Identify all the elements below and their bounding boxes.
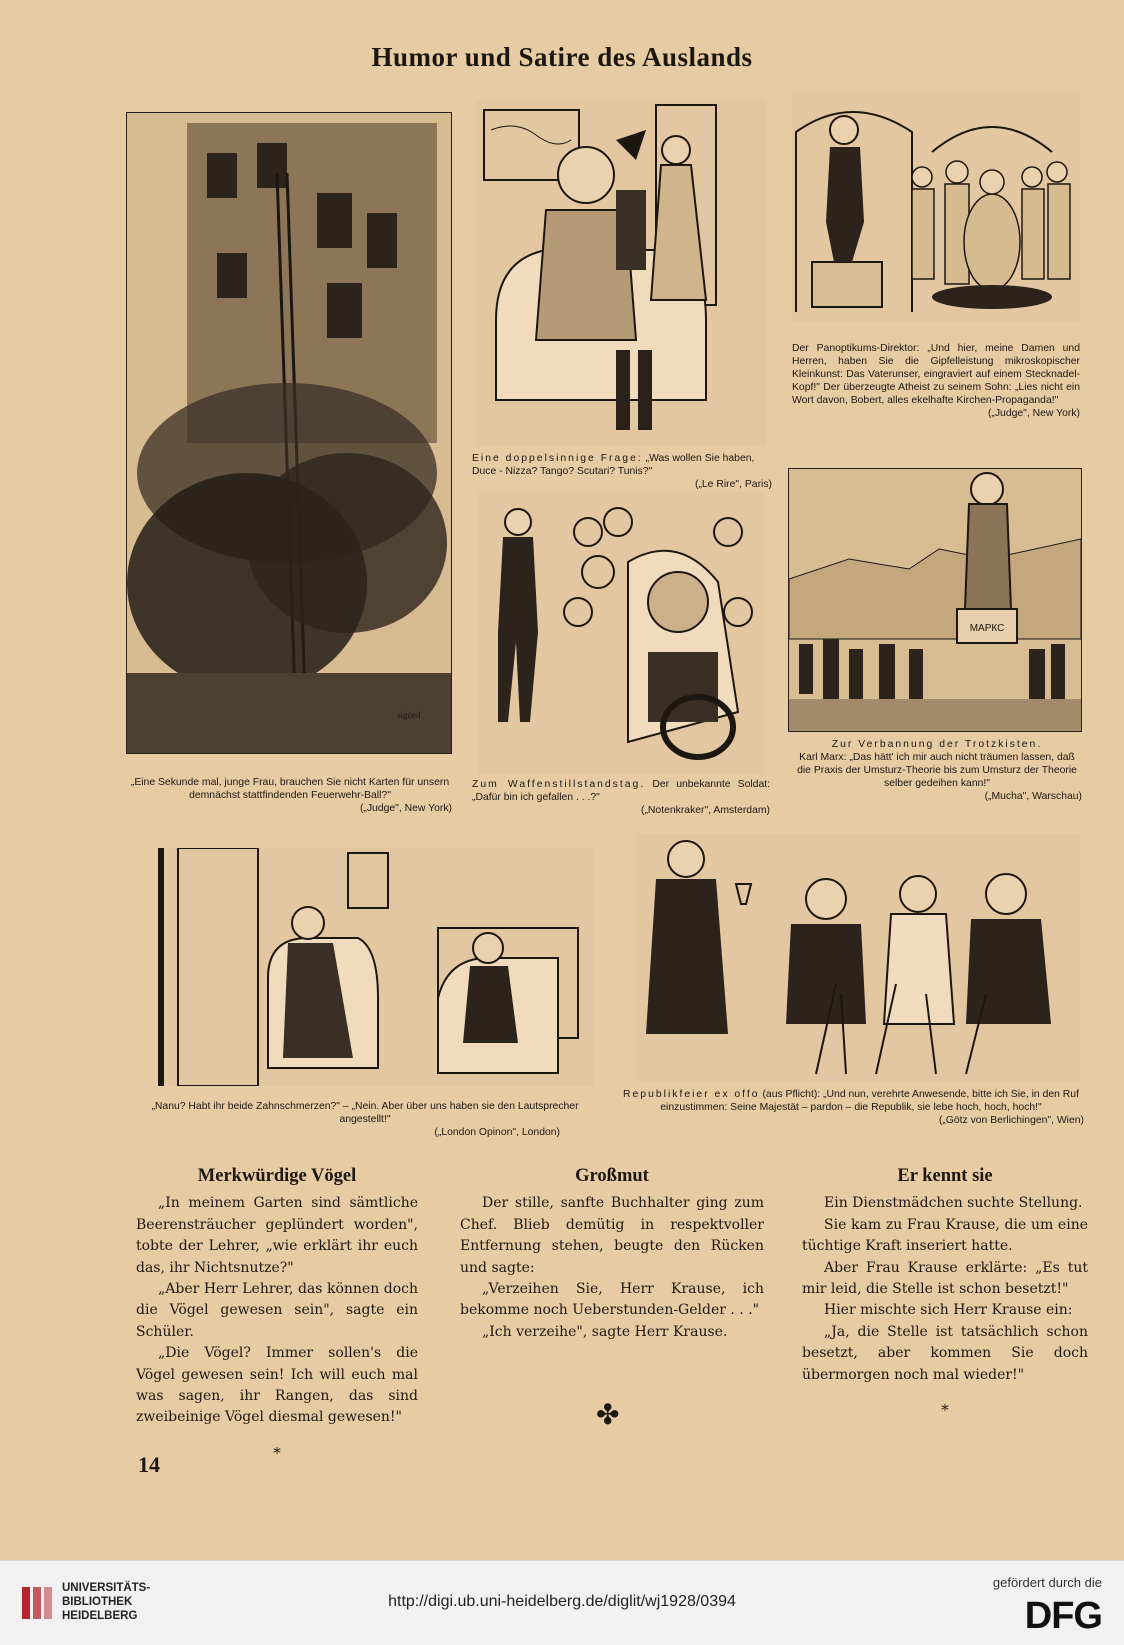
story-title: Großmut — [575, 1166, 649, 1186]
page-number: 14 — [138, 1452, 160, 1477]
story-title: Er kennt sie — [897, 1166, 993, 1186]
caption-source: („Notenkraker", Amsterdam) — [641, 805, 770, 816]
cartoon-soldier-illustration — [478, 492, 764, 774]
cartoon-duce-armchair — [476, 100, 766, 446]
cartoon-panoptikum-caption — [792, 342, 1080, 420]
library-name-line1: UNIVERSITÄTS- — [62, 1582, 151, 1594]
caption-lead: Zur Verbannung der Trotzkisten. — [831, 739, 1043, 750]
caption-text: Der unbekannte Soldat: „Dafür bin ich gefallen . . .?" — [472, 779, 770, 803]
story-merkwuerdige-voegel — [136, 1166, 418, 1464]
cartoon-marx-illustration — [789, 469, 1081, 731]
story-paragraph: „In meinem Garten sind sämtliche Beerensträucher geplündert worden", tobte der Lehrer, „wie erklärt ihr euch das, ihr Nichtsnutze?" — [136, 1195, 418, 1276]
story-paragraph: „Ich verzeihe", sagte Herr Krause. — [482, 1323, 728, 1340]
cartoon-living-room — [158, 848, 594, 1086]
story-end-mark: * — [941, 1401, 949, 1420]
svg-text:signed: signed — [397, 710, 421, 720]
story-paragraph: Aber Frau Krause erklärte: „Es tut mir leid, die Stelle ist schon besetzt!" — [802, 1259, 1088, 1298]
cartoon-fire-ladder-illustration — [127, 113, 451, 753]
caption-text: „Eine Sekunde mal, junge Frau, brauchen Sie nicht Karten für unsern demnächst stattfindenden Feuerwehr-Ball?" — [130, 777, 450, 801]
caption-lead: Zum Waffenstillstandstag. — [472, 779, 646, 790]
story-paragraph: Der stille, sanfte Buchhalter ging zum Chef. Blieb demütig in respektvoller Entfernung stehen, beugte den Rücken und sagte: — [460, 1195, 764, 1276]
cartoon-fire-ladder-caption — [128, 776, 452, 815]
story-end-mark: * — [273, 1443, 281, 1462]
caption-source: („Mucha", Warschau) — [984, 791, 1082, 802]
story-er-kennt-sie — [802, 1166, 1088, 1421]
caption-source: („London Opinon", London) — [434, 1127, 560, 1138]
permalink-url[interactable]: http://digi.ub.uni-heidelberg.de/diglit/wj1928/0394 — [388, 1593, 736, 1610]
caption-text: Der Panoptikums-Direktor: „Und hier, meine Damen und Herren, haben Sie die Gipfelleistung mikroskopischer Kleinkunst: Das Vaterunser, eingraviert auf einem Stecknadel-Kopf!" Der überzeugte Atheist zu seinem Sohn: „Lies nicht ein Wort davon, Bobert, alles ekelhafte Kirchen-Propaganda!" — [792, 343, 1080, 406]
story-paragraph: „Verzeihen Sie, Herr Krause, ich bekomme noch Ueberstunden-Gelder . . ." — [460, 1281, 764, 1319]
cartoon-toast-illustration — [636, 834, 1080, 1082]
cartoon-toast-caption — [618, 1088, 1084, 1127]
cartoon-fire-ladder — [126, 112, 452, 754]
library-footer — [0, 1560, 1124, 1645]
cartoon-republic-toast — [636, 834, 1080, 1082]
caption-text: „Was wollen Sie haben, Duce - Nizza? Tango? Scutari? Tunis?" — [472, 453, 755, 477]
story-paragraph: Sie kam zu Frau Krause, die um eine tüchtige Kraft inseriert hatte. — [802, 1216, 1088, 1255]
library-name-line2: BIBLIOTHEK — [62, 1596, 133, 1608]
story-paragraph: Ein Dienstmädchen suchte Stellung. — [824, 1195, 1083, 1212]
cartoon-duce-illustration — [476, 100, 766, 446]
cartoon-living-room-illustration — [158, 848, 594, 1086]
caption-lead: Republikfeier ex offo — [623, 1089, 760, 1100]
cartoon-panoptikum-illustration — [792, 92, 1080, 322]
cartoon-panoptikum — [792, 92, 1080, 322]
cartoon-marx-statue — [788, 468, 1082, 732]
story-title: Merkwürdige Vögel — [197, 1166, 357, 1186]
cartoon-marx-caption — [792, 738, 1082, 803]
caption-text: „Nanu? Habt ihr beide Zahnschmerzen?" – „Nein. Aber über uns haben sie den Lautsprecher angestellt!" — [151, 1101, 579, 1125]
cartoon-duce-caption — [472, 452, 772, 491]
cartoon-soldier-caption — [472, 778, 770, 817]
caption-source: („Le Rire", Paris) — [694, 479, 772, 490]
library-name-line3: HEIDELBERG — [62, 1610, 138, 1622]
page-title: Humor und Satire des Auslands — [371, 42, 753, 72]
story-paragraph: „Die Vögel? Immer sollen's die Vögel gewesen sein! Ich will euch mal was sagen, ihr Rangen, das sind zweibeinige Vögel diesmal gewesen!" — [136, 1345, 418, 1426]
story-grossmut — [460, 1166, 764, 1343]
caption-source: („Judge", New York) — [987, 408, 1080, 419]
caption-lead: Eine doppelsinnige Frage: — [472, 453, 643, 464]
story-paragraph: „Ja, die Stelle ist tatsächlich schon besetzt, aber kommen Sie doch übermorgen noch mal wieder!" — [802, 1323, 1088, 1383]
caption-text: Karl Marx: „Das hätt' ich mir auch nicht träumen lassen, daß die Praxis der Umsturz-Theorie bis zum Umsturz der Theorie selber gedeihen kann!" — [797, 752, 1077, 789]
ornament-flourish: ✤ — [596, 1398, 620, 1431]
statue-sign: МАРКС — [969, 623, 1005, 634]
caption-text: (aus Pflicht): „Und nun, verehrte Anwesende, bitte ich Sie, in den Ruf einzustimmen: Seine Majestät – pardon – die Republik, sie lebe hoch, hoch, hoch!" — [660, 1089, 1079, 1113]
story-paragraph: Hier mischte sich Herr Krause ein: — [824, 1302, 1073, 1319]
story-paragraph: „Aber Herr Lehrer, das können doch die Vögel gewesen sein", sagte ein Schüler. — [136, 1281, 418, 1340]
dfg-logo: DFG — [1024, 1595, 1102, 1637]
cartoon-unknown-soldier — [478, 492, 764, 774]
caption-source: („Judge", New York) — [359, 803, 452, 814]
cartoon-living-room-caption — [130, 1100, 600, 1139]
funded-by-label: gefördert durch die — [992, 1575, 1102, 1590]
caption-source: („Götz von Berlichingen", Wien) — [938, 1115, 1084, 1126]
